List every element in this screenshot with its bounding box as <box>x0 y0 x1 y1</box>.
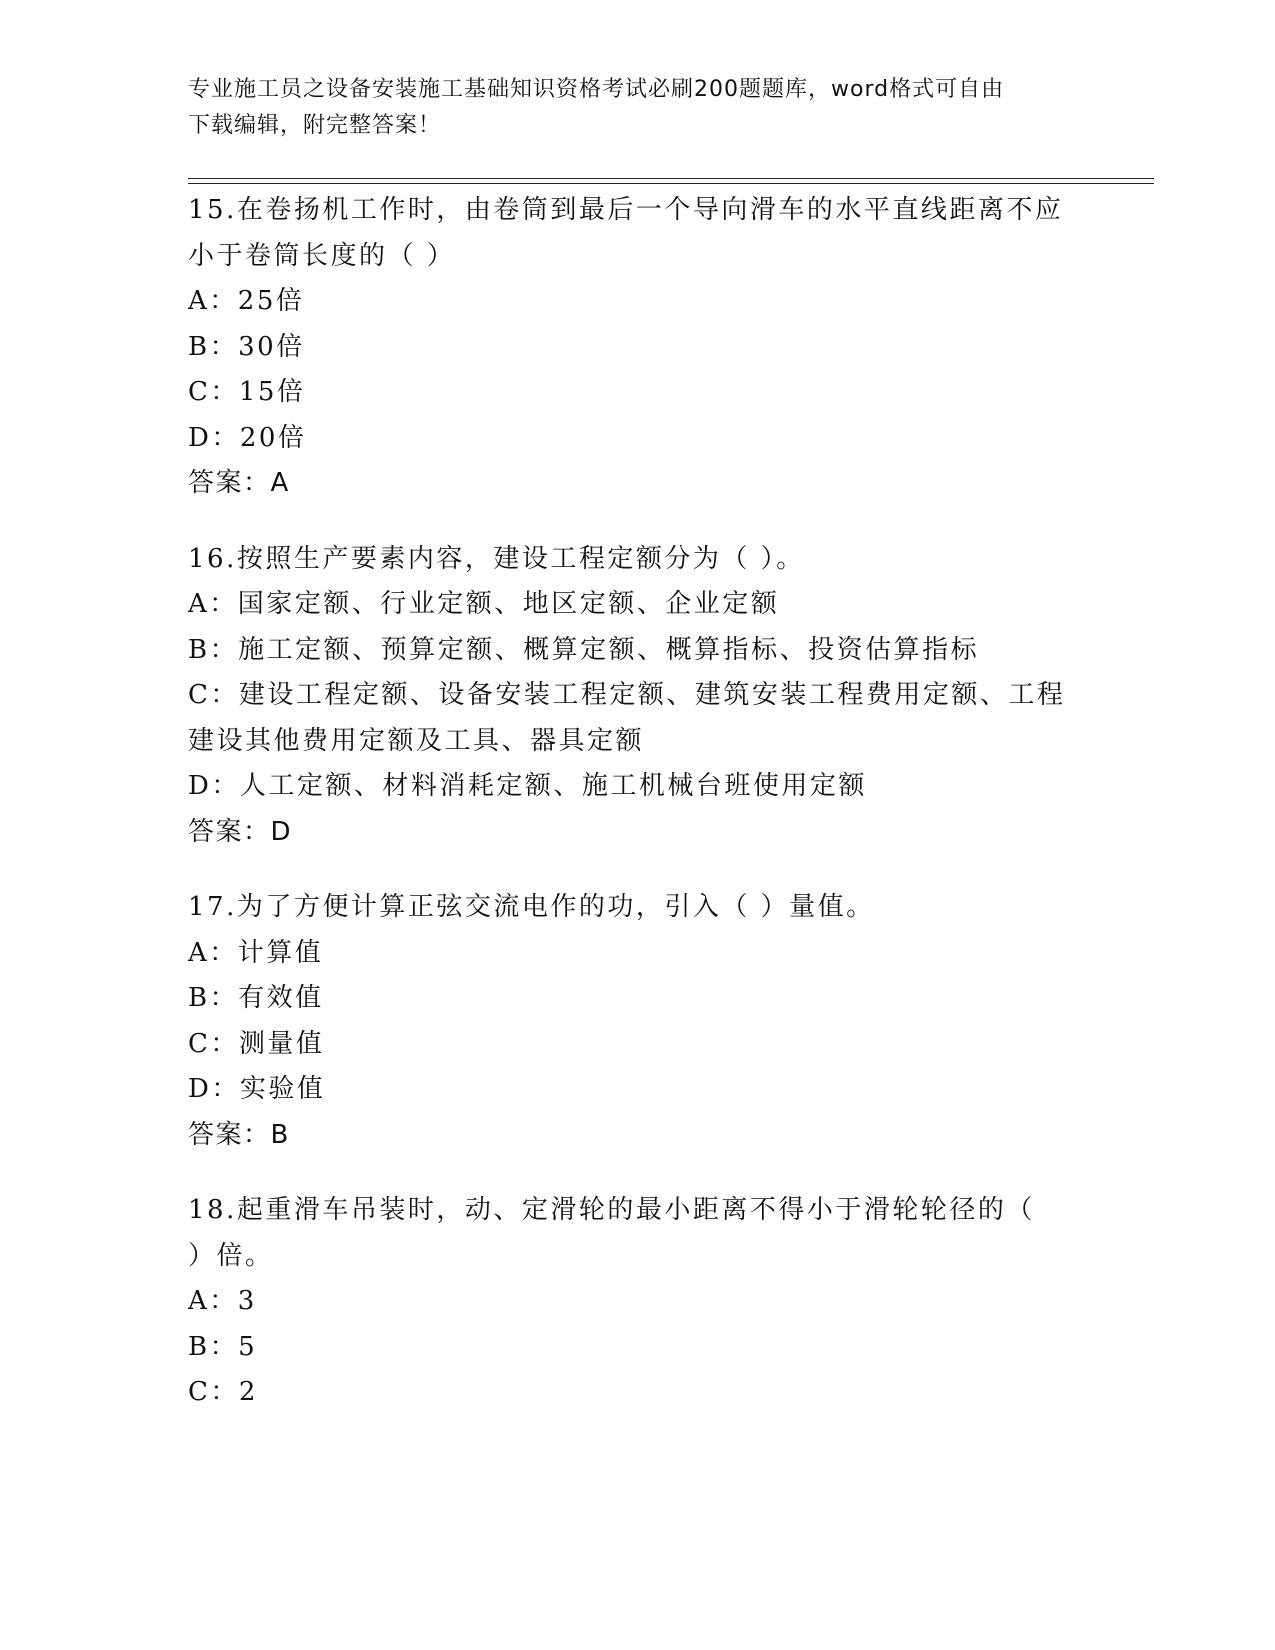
option-d: D：20倍 <box>188 422 307 453</box>
question-text-line: ）倍。 <box>188 1240 274 1271</box>
option-c: C：建设工程定额、设备安装工程定额、建筑安装工程费用定额、工程 <box>188 680 1066 710</box>
header-divider-top <box>188 178 1154 179</box>
option-c: C：15倍 <box>188 377 306 407</box>
question-15 <box>188 188 1088 507</box>
header-line-1: 专业施工员之设备安装施工基础知识资格考试必刷200题题库，word格式可自由 <box>188 77 1005 102</box>
question-text-line: 小于卷筒长度的（ ） <box>188 240 456 271</box>
option-a: A：25倍 <box>188 286 305 316</box>
option-c-continued: 建设其他费用定额及工具、器具定额 <box>188 725 645 756</box>
answer: 答案：A <box>188 468 290 498</box>
option-b: B：5 <box>188 1331 258 1362</box>
option-c: C：2 <box>188 1377 258 1407</box>
option-a: A：国家定额、行业定额、地区定额、企业定额 <box>188 589 780 619</box>
header-line-2: 下载编辑，附完整答案！ <box>188 113 442 138</box>
document-header <box>188 72 1068 144</box>
option-d: D：实验值 <box>188 1074 326 1104</box>
answer: 答案：D <box>188 816 293 847</box>
option-b: B：有效值 <box>188 983 324 1013</box>
option-b: B：30倍 <box>188 331 305 362</box>
question-list <box>188 188 1088 1446</box>
question-text-line: 18.起重滑车吊装时，动、定滑轮的最小距离不得小于滑轮轮径的（ <box>188 1195 1035 1225</box>
option-b: B：施工定额、预算定额、概算定额、概算指标、投资估算指标 <box>188 634 980 665</box>
option-a: A：计算值 <box>188 937 324 968</box>
question-text-line: 16.按照生产要素内容，建设工程定额分为（ ）。 <box>188 543 805 574</box>
question-text-line: 17.为了方便计算正弦交流电作的功，引入（ ）量值。 <box>188 892 875 922</box>
header-divider-bottom <box>188 183 1154 184</box>
option-a: A：3 <box>188 1286 257 1316</box>
option-d: D：人工定额、材料消耗定额、施工机械台班使用定额 <box>188 771 867 801</box>
answer: 答案：B <box>188 1119 290 1150</box>
option-c: C：测量值 <box>188 1028 325 1059</box>
question-17 <box>188 885 1088 1158</box>
question-16 <box>188 537 1088 856</box>
question-text-line: 15.在卷扬机工作时，由卷筒到最后一个导向滑车的水平直线距离不应 <box>188 195 1064 225</box>
question-18 <box>188 1188 1088 1416</box>
